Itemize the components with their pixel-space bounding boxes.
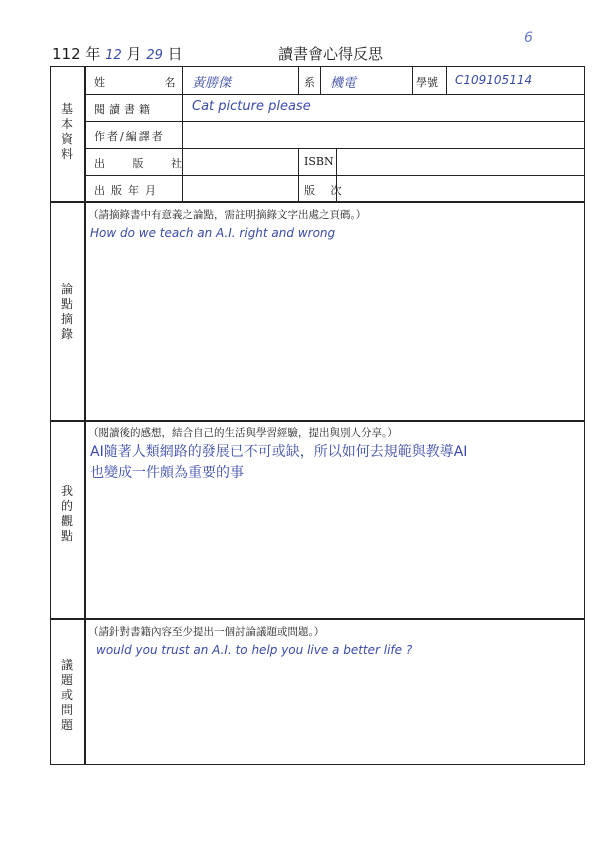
month-value: 12 bbox=[105, 48, 122, 63]
book-value: Cat picture please bbox=[192, 99, 311, 114]
row-line-1 bbox=[84, 94, 585, 95]
row-line-3 bbox=[84, 148, 585, 149]
divider-excerpt-viewpoint bbox=[50, 420, 585, 422]
name-label: 姓 名 bbox=[94, 76, 204, 89]
day-value: 29 bbox=[146, 48, 163, 63]
isbn-label: ISBN bbox=[304, 155, 334, 168]
page-title: 讀書會心得反思 bbox=[278, 45, 384, 63]
row-line-4 bbox=[84, 175, 585, 176]
excerpt-content: How do we teach an A.I. right and wrong bbox=[90, 226, 336, 240]
col-line-isbn-l bbox=[298, 148, 299, 201]
dept-label: 系 bbox=[304, 76, 319, 89]
col-line-id-r bbox=[446, 66, 447, 94]
page-number: 6 bbox=[524, 30, 533, 46]
col-line-id-l bbox=[412, 66, 413, 94]
issues-instruction: （請針對書籍內容至少提出一個討論議題或問題。） bbox=[88, 626, 325, 638]
section-label-excerpt: 論點摘錄 bbox=[60, 282, 73, 341]
book-label: 閱讀書籍 bbox=[94, 103, 154, 116]
year-unit: 年 bbox=[85, 45, 101, 63]
divider-viewpoint-issues bbox=[50, 618, 585, 620]
student-id-value: C109105114 bbox=[455, 73, 533, 87]
author-label: 作者/編譯者 bbox=[94, 130, 165, 143]
year: 112 bbox=[52, 45, 81, 63]
col-line-dept-r bbox=[320, 66, 321, 94]
pub-date-label: 出版年月 bbox=[94, 184, 162, 197]
issues-content: would you trust an A.I. to help you live a better life ? bbox=[96, 643, 413, 657]
date-header bbox=[52, 43, 183, 64]
section-label-basic: 基本資料 bbox=[60, 102, 73, 161]
section-label-viewpoint: 我的觀點 bbox=[60, 484, 73, 543]
day-unit: 日 bbox=[167, 45, 183, 63]
edition-label: 版 次 bbox=[304, 184, 348, 197]
row-line-2 bbox=[84, 121, 585, 122]
student-id-label: 學號 bbox=[416, 76, 438, 89]
name-value: 黃勝傑 bbox=[192, 76, 232, 91]
col-line-dept-l bbox=[298, 66, 299, 94]
publisher-label: 出 版 社 bbox=[94, 157, 194, 170]
dept-value: 機電 bbox=[330, 76, 357, 91]
label-column-divider bbox=[84, 66, 86, 765]
viewpoint-line-1: AI隨著人類網路的發展已不可或缺，所以如何去規範與教導AI bbox=[90, 444, 468, 460]
excerpt-instruction: （請摘錄書中有意義之論點，需註明摘錄文字出處之頁碼。） bbox=[88, 209, 367, 221]
viewpoint-instruction: （閱讀後的感想，結合自己的生活與學習經驗，提出與別人分享。） bbox=[88, 427, 398, 439]
divider-basic-excerpt bbox=[50, 201, 585, 203]
viewpoint-line-2: 也變成一件頗為重要的事 bbox=[90, 465, 244, 481]
section-label-issues: 議題或問題 bbox=[60, 658, 73, 732]
month-unit: 月 bbox=[126, 45, 142, 63]
